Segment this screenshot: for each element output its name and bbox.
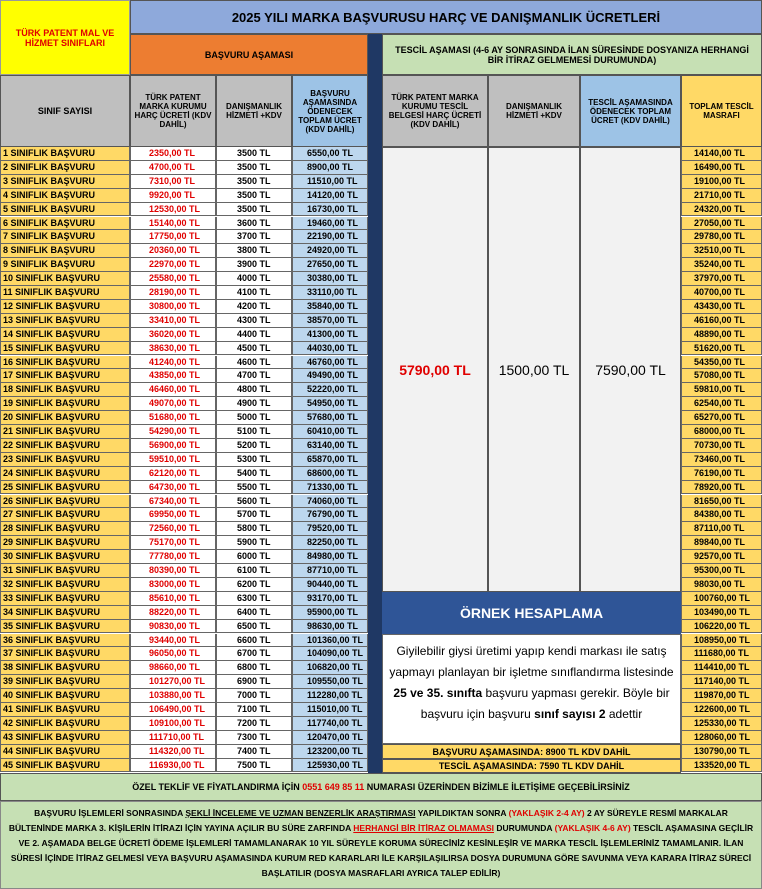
total-reg-cost-cell: 106220,00 TL <box>681 620 762 634</box>
class-count-cell: 44 SINIFLIK BAŞVURU <box>0 745 130 759</box>
app-total-cell: 63140,00 TL <box>292 439 368 453</box>
class-count-cell: 1 SINIFLIK BAŞVURU <box>0 147 130 161</box>
class-count-cell: 39 SINIFLIK BAŞVURU <box>0 675 130 689</box>
tp-fee-cell: 109100,00 TL <box>130 717 216 731</box>
col-reg-fee: TÜRK PATENT MARKA KURUMU TESCİL BELGESİ HARÇ ÜCRETİ (KDV DAHİL) <box>382 75 488 147</box>
tp-fee-cell: 46460,00 TL <box>130 383 216 397</box>
table-row <box>0 356 368 370</box>
table-row <box>0 286 368 300</box>
total-reg-cost-cell: 24320,00 TL <box>681 203 762 217</box>
table-row <box>0 634 368 648</box>
stage-divider <box>368 34 382 773</box>
total-reg-cost-cell: 62540,00 TL <box>681 397 762 411</box>
phone-number[interactable]: 0551 649 85 11 <box>302 782 365 792</box>
table-row <box>0 425 368 439</box>
table-row <box>0 703 368 717</box>
consulting-cell: 3500 TL <box>216 189 292 203</box>
reg-consulting-value: 1500,00 TL <box>488 147 580 592</box>
app-total-cell: 98630,00 TL <box>292 620 368 634</box>
registration-stage-header: TESCİL AŞAMASI (4-6 AY SONRASINDA İLAN SÜRESİNDE DOSYANIZA HERHANGİ BİR İTİRAZ GELMEMESİ DURUMUNDA) <box>382 34 762 75</box>
app-total-cell: 71330,00 TL <box>292 481 368 495</box>
class-count-cell: 42 SINIFLIK BAŞVURU <box>0 717 130 731</box>
class-count-cell: 28 SINIFLIK BAŞVURU <box>0 522 130 536</box>
tp-fee-cell: 20360,00 TL <box>130 244 216 258</box>
tp-fee-cell: 9920,00 TL <box>130 189 216 203</box>
consulting-cell: 3900 TL <box>216 258 292 272</box>
total-reg-cost-cell: 27050,00 TL <box>681 217 762 231</box>
app-total-cell: 109550,00 TL <box>292 675 368 689</box>
table-row <box>0 508 368 522</box>
app-total-cell: 57680,00 TL <box>292 411 368 425</box>
total-reg-cost-cell: 46160,00 TL <box>681 314 762 328</box>
app-total-cell: 106820,00 TL <box>292 661 368 675</box>
consulting-cell: 3500 TL <box>216 147 292 161</box>
special-offer-bar: ÖZEL TEKLİF VE FİYATLANDIRMA İÇİN 0551 649 85 11 NUMARASI ÜZERİNDEN BİZİMLE İLETİŞİME GEÇEBİLİRSİNİZ <box>0 773 762 801</box>
table-row <box>0 606 368 620</box>
reg-fee-value: 5790,00 TL <box>382 147 488 592</box>
app-total-cell: 54950,00 TL <box>292 397 368 411</box>
col-reg-consulting: DANIŞMANLIK HİZMETİ +KDV <box>488 75 580 147</box>
app-total-cell: 125930,00 TL <box>292 759 368 773</box>
consulting-cell: 3800 TL <box>216 244 292 258</box>
app-total-cell: 90440,00 TL <box>292 578 368 592</box>
app-total-cell: 14120,00 TL <box>292 189 368 203</box>
consulting-cell: 6200 TL <box>216 578 292 592</box>
tp-fee-cell: 49070,00 TL <box>130 397 216 411</box>
total-reg-cost-cell: 128060,00 TL <box>681 731 762 745</box>
consulting-cell: 4000 TL <box>216 272 292 286</box>
consulting-cell: 4600 TL <box>216 356 292 370</box>
app-total-cell: 30380,00 TL <box>292 272 368 286</box>
consulting-cell: 7500 TL <box>216 759 292 773</box>
total-reg-cost-cell: 29780,00 TL <box>681 230 762 244</box>
example-text: Giyilebilir giysi üretimi yapıp kendi markası ile satış yapmayı planlayan bir işletme sınıflandırma listesinde 25 ve 35. sınıfta başvuru yapması gerekir. Böyle bir başvuru için başvuru sınıf sayısı 2 adettir <box>382 634 681 744</box>
tp-fee-cell: 93440,00 TL <box>130 634 216 648</box>
table-row <box>0 258 368 272</box>
total-reg-cost-cell: 117140,00 TL <box>681 675 762 689</box>
col-tp-fee: TÜRK PATENT MARKA KURUMU HARÇ ÜCRETİ (KDV DAHİL) <box>130 75 216 147</box>
class-count-cell: 35 SINIFLIK BAŞVURU <box>0 620 130 634</box>
tp-fee-cell: 22970,00 TL <box>130 258 216 272</box>
class-count-cell: 21 SINIFLIK BAŞVURU <box>0 425 130 439</box>
tp-fee-cell: 90830,00 TL <box>130 620 216 634</box>
consulting-cell: 5400 TL <box>216 467 292 481</box>
app-total-cell: 95900,00 TL <box>292 606 368 620</box>
total-reg-cost-cell: 54350,00 TL <box>681 356 762 370</box>
class-count-cell: 37 SINIFLIK BAŞVURU <box>0 647 130 661</box>
total-reg-cost-cell: 70730,00 TL <box>681 439 762 453</box>
class-count-cell: 41 SINIFLIK BAŞVURU <box>0 703 130 717</box>
total-reg-cost-cell: 100760,00 TL <box>681 592 762 606</box>
consulting-cell: 5900 TL <box>216 536 292 550</box>
tp-fee-cell: 56900,00 TL <box>130 439 216 453</box>
consulting-cell: 7400 TL <box>216 745 292 759</box>
app-total-cell: 49490,00 TL <box>292 369 368 383</box>
consulting-cell: 4800 TL <box>216 383 292 397</box>
app-total-cell: 11510,00 TL <box>292 175 368 189</box>
table-row <box>0 161 368 175</box>
total-reg-cost-cell: 35240,00 TL <box>681 258 762 272</box>
tp-fee-cell: 111710,00 TL <box>130 731 216 745</box>
tp-fee-cell: 114320,00 TL <box>130 745 216 759</box>
application-stage-header: BAŞVURU AŞAMASI <box>130 34 368 75</box>
col-app-total: BAŞVURU AŞAMASINDA ÖDENECEK TOPLAM ÜCRET (KDV DAHİL) <box>292 75 368 147</box>
app-total-cell: 6550,00 TL <box>292 147 368 161</box>
application-fee-table <box>0 147 368 773</box>
consulting-cell: 3500 TL <box>216 175 292 189</box>
total-reg-cost-cell: 73460,00 TL <box>681 453 762 467</box>
tp-fee-cell: 72560,00 TL <box>130 522 216 536</box>
table-row <box>0 189 368 203</box>
app-total-cell: 104090,00 TL <box>292 647 368 661</box>
class-count-cell: 10 SINIFLIK BAŞVURU <box>0 272 130 286</box>
table-row <box>0 522 368 536</box>
total-reg-cost-cell: 21710,00 TL <box>681 189 762 203</box>
app-total-cell: 101360,00 TL <box>292 634 368 648</box>
class-count-cell: 18 SINIFLIK BAŞVURU <box>0 383 130 397</box>
app-total-cell: 84980,00 TL <box>292 550 368 564</box>
total-reg-cost-cell: 51620,00 TL <box>681 342 762 356</box>
consulting-cell: 6900 TL <box>216 675 292 689</box>
tp-fee-cell: 77780,00 TL <box>130 550 216 564</box>
table-row <box>0 397 368 411</box>
consulting-cell: 6300 TL <box>216 592 292 606</box>
consulting-cell: 4500 TL <box>216 342 292 356</box>
app-total-cell: 24920,00 TL <box>292 244 368 258</box>
consulting-cell: 5600 TL <box>216 495 292 509</box>
app-total-cell: 115010,00 TL <box>292 703 368 717</box>
consulting-cell: 5300 TL <box>216 453 292 467</box>
header-left-title: TÜRK PATENT MAL VE HİZMET SINIFLARI <box>0 0 130 75</box>
consulting-cell: 4400 TL <box>216 328 292 342</box>
total-reg-cost-cell: 111680,00 TL <box>681 647 762 661</box>
class-count-cell: 31 SINIFLIK BAŞVURU <box>0 564 130 578</box>
class-count-cell: 16 SINIFLIK BAŞVURU <box>0 356 130 370</box>
table-row <box>0 550 368 564</box>
table-row <box>0 717 368 731</box>
class-count-cell: 11 SINIFLIK BAŞVURU <box>0 286 130 300</box>
tp-fee-cell: 106490,00 TL <box>130 703 216 717</box>
consulting-cell: 5100 TL <box>216 425 292 439</box>
total-reg-cost-cell: 119870,00 TL <box>681 689 762 703</box>
table-row <box>0 453 368 467</box>
table-row <box>0 230 368 244</box>
footer-notes: BAŞVURU İŞLEMLERİ SONRASINDA ŞEKLİ İNCELEME VE UZMAN BENZERLİK ARAŞTIRMASI YAPILDIKTAN SONRA (YAKLAŞIK 2-4 AY) 2 AY SÜREYLE RESMİ MARKALAR BÜLTENİNDE MARKA 3. KİŞİLERİN İTİRAZI İÇİN YAYINA AÇILIR BU SÜRE ZARFINDA HERHANGİ BİR İTİRAZ OLMAMASI DURUMUNDA (YAKLAŞIK 4-6 AY) TESCİL AŞAMASINA GEÇİLİR VE 2. AŞAMADA BELGE ÜCRETİ ÖDEME İŞLEMLERİ TAMAMLANARAK 10 YIL SÜREYLE KORUMA SÜRECİNİZ KESİNLEŞİR VE MARKA TESCİL İŞLEMLERİNİZ TAMAMLANIR. İLAN SÜRESİ İÇİNDE İTİRAZ GELMESİ VEYA BAŞVURU AŞAMASINDA KURUM RED KARARLARI İLE KARŞILAŞILIRSA DOSYA DURUMUNA GÖRE SAVUNMA VEYA KARARA İTİRAZ SÜRECİ BAŞLATILIR (DOSYA MASRAFLARI AYRICA TALEP EDİLİR) <box>0 801 762 889</box>
app-total-cell: 120470,00 TL <box>292 731 368 745</box>
class-count-cell: 34 SINIFLIK BAŞVURU <box>0 606 130 620</box>
consulting-cell: 7300 TL <box>216 731 292 745</box>
tp-fee-cell: 67340,00 TL <box>130 495 216 509</box>
page-title: 2025 YILI MARKA BAŞVURUSU HARÇ VE DANIŞMANLIK ÜCRETLERİ <box>130 0 762 34</box>
app-total-cell: 35840,00 TL <box>292 300 368 314</box>
consulting-cell: 7100 TL <box>216 703 292 717</box>
app-total-cell: 65870,00 TL <box>292 453 368 467</box>
tp-fee-cell: 36020,00 TL <box>130 328 216 342</box>
class-count-cell: 8 SINIFLIK BAŞVURU <box>0 244 130 258</box>
total-reg-cost-cell: 57080,00 TL <box>681 369 762 383</box>
class-count-cell: 3 SINIFLIK BAŞVURU <box>0 175 130 189</box>
tp-fee-cell: 64730,00 TL <box>130 481 216 495</box>
consulting-cell: 6400 TL <box>216 606 292 620</box>
app-total-cell: 68600,00 TL <box>292 467 368 481</box>
tp-fee-cell: 101270,00 TL <box>130 675 216 689</box>
tp-fee-cell: 38630,00 TL <box>130 342 216 356</box>
total-reg-cost-cell: 68000,00 TL <box>681 425 762 439</box>
class-count-cell: 26 SINIFLIK BAŞVURU <box>0 495 130 509</box>
consulting-cell: 6500 TL <box>216 620 292 634</box>
tp-fee-cell: 15140,00 TL <box>130 217 216 231</box>
total-reg-cost-cell: 59810,00 TL <box>681 383 762 397</box>
class-count-cell: 38 SINIFLIK BAŞVURU <box>0 661 130 675</box>
class-count-cell: 40 SINIFLIK BAŞVURU <box>0 689 130 703</box>
table-row <box>0 620 368 634</box>
app-total-cell: 87710,00 TL <box>292 564 368 578</box>
tp-fee-cell: 85610,00 TL <box>130 592 216 606</box>
total-reg-cost-cell: 122600,00 TL <box>681 703 762 717</box>
tp-fee-cell: 98660,00 TL <box>130 661 216 675</box>
consulting-cell: 6800 TL <box>216 661 292 675</box>
table-row <box>0 661 368 675</box>
tp-fee-cell: 75170,00 TL <box>130 536 216 550</box>
app-total-cell: 52220,00 TL <box>292 383 368 397</box>
app-total-cell: 82250,00 TL <box>292 536 368 550</box>
consulting-cell: 4100 TL <box>216 286 292 300</box>
app-total-cell: 41300,00 TL <box>292 328 368 342</box>
total-reg-cost-cell: 81650,00 TL <box>681 495 762 509</box>
class-count-cell: 24 SINIFLIK BAŞVURU <box>0 467 130 481</box>
col-reg-total: TESCİL AŞAMASINDA ÖDENECEK TOPLAM ÜCRET (KDV DAHİL) <box>580 75 681 147</box>
total-reg-cost-cell: 65270,00 TL <box>681 411 762 425</box>
total-reg-cost-cell: 78920,00 TL <box>681 481 762 495</box>
class-count-cell: 5 SINIFLIK BAŞVURU <box>0 203 130 217</box>
total-reg-cost-cell: 43430,00 TL <box>681 300 762 314</box>
example-application-line: BAŞVURU AŞAMASINDA: 8900 TL KDV DAHİL <box>382 744 681 759</box>
tp-fee-cell: 4700,00 TL <box>130 161 216 175</box>
col-consulting: DANIŞMANLIK HİZMETİ +KDV <box>216 75 292 147</box>
app-total-cell: 112280,00 TL <box>292 689 368 703</box>
app-total-cell: 79520,00 TL <box>292 522 368 536</box>
table-row <box>0 203 368 217</box>
class-count-cell: 4 SINIFLIK BAŞVURU <box>0 189 130 203</box>
table-row <box>0 467 368 481</box>
total-reg-cost-cell: 114410,00 TL <box>681 661 762 675</box>
total-reg-cost-cell: 84380,00 TL <box>681 508 762 522</box>
table-row <box>0 689 368 703</box>
class-count-cell: 6 SINIFLIK BAŞVURU <box>0 217 130 231</box>
class-count-cell: 32 SINIFLIK BAŞVURU <box>0 578 130 592</box>
tp-fee-cell: 51680,00 TL <box>130 411 216 425</box>
total-reg-cost-cell: 32510,00 TL <box>681 244 762 258</box>
tp-fee-cell: 25580,00 TL <box>130 272 216 286</box>
tp-fee-cell: 54290,00 TL <box>130 425 216 439</box>
table-row <box>0 300 368 314</box>
table-row <box>0 175 368 189</box>
tp-fee-cell: 88220,00 TL <box>130 606 216 620</box>
table-row <box>0 244 368 258</box>
table-row <box>0 647 368 661</box>
class-count-cell: 25 SINIFLIK BAŞVURU <box>0 481 130 495</box>
total-reg-cost-cell: 133520,00 TL <box>681 759 762 773</box>
tp-fee-cell: 103880,00 TL <box>130 689 216 703</box>
class-count-cell: 33 SINIFLIK BAŞVURU <box>0 592 130 606</box>
table-row <box>0 675 368 689</box>
app-total-cell: 19460,00 TL <box>292 217 368 231</box>
table-row <box>0 314 368 328</box>
consulting-cell: 4900 TL <box>216 397 292 411</box>
app-total-cell: 16730,00 TL <box>292 203 368 217</box>
total-reg-cost-cell: 103490,00 TL <box>681 606 762 620</box>
app-total-cell: 38570,00 TL <box>292 314 368 328</box>
consulting-cell: 7000 TL <box>216 689 292 703</box>
app-total-cell: 27650,00 TL <box>292 258 368 272</box>
class-count-cell: 43 SINIFLIK BAŞVURU <box>0 731 130 745</box>
table-row <box>0 745 368 759</box>
class-count-cell: 36 SINIFLIK BAŞVURU <box>0 634 130 648</box>
class-count-cell: 13 SINIFLIK BAŞVURU <box>0 314 130 328</box>
table-row <box>0 759 368 773</box>
total-reg-cost-cell: 40700,00 TL <box>681 286 762 300</box>
total-reg-cost-cell: 108950,00 TL <box>681 634 762 648</box>
tp-fee-cell: 62120,00 TL <box>130 467 216 481</box>
class-count-cell: 27 SINIFLIK BAŞVURU <box>0 508 130 522</box>
consulting-cell: 6000 TL <box>216 550 292 564</box>
app-total-cell: 76790,00 TL <box>292 508 368 522</box>
total-reg-cost-cell: 98030,00 TL <box>681 578 762 592</box>
class-count-cell: 23 SINIFLIK BAŞVURU <box>0 453 130 467</box>
consulting-cell: 7200 TL <box>216 717 292 731</box>
class-count-cell: 7 SINIFLIK BAŞVURU <box>0 230 130 244</box>
app-total-cell: 8900,00 TL <box>292 161 368 175</box>
tp-fee-cell: 59510,00 TL <box>130 453 216 467</box>
consulting-cell: 5800 TL <box>216 522 292 536</box>
total-reg-cost-cell: 14140,00 TL <box>681 147 762 161</box>
class-count-cell: 19 SINIFLIK BAŞVURU <box>0 397 130 411</box>
consulting-cell: 3600 TL <box>216 217 292 231</box>
table-row <box>0 578 368 592</box>
tp-fee-cell: 30800,00 TL <box>130 300 216 314</box>
tp-fee-cell: 83000,00 TL <box>130 578 216 592</box>
class-count-cell: 2 SINIFLIK BAŞVURU <box>0 161 130 175</box>
consulting-cell: 3500 TL <box>216 161 292 175</box>
app-total-cell: 93170,00 TL <box>292 592 368 606</box>
table-row <box>0 383 368 397</box>
total-registration-column <box>681 147 762 773</box>
total-reg-cost-cell: 87110,00 TL <box>681 522 762 536</box>
tp-fee-cell: 41240,00 TL <box>130 356 216 370</box>
tp-fee-cell: 69950,00 TL <box>130 508 216 522</box>
class-count-cell: 20 SINIFLIK BAŞVURU <box>0 411 130 425</box>
table-row <box>0 536 368 550</box>
tp-fee-cell: 80390,00 TL <box>130 564 216 578</box>
consulting-cell: 5000 TL <box>216 411 292 425</box>
consulting-cell: 3700 TL <box>216 230 292 244</box>
consulting-cell: 6100 TL <box>216 564 292 578</box>
table-row <box>0 217 368 231</box>
class-count-cell: 22 SINIFLIK BAŞVURU <box>0 439 130 453</box>
class-count-cell: 17 SINIFLIK BAŞVURU <box>0 369 130 383</box>
total-reg-cost-cell: 125330,00 TL <box>681 717 762 731</box>
col-class-count: SINIF SAYISI <box>0 75 130 147</box>
app-total-cell: 44030,00 TL <box>292 342 368 356</box>
tp-fee-cell: 7310,00 TL <box>130 175 216 189</box>
table-row <box>0 147 368 161</box>
total-reg-cost-cell: 37970,00 TL <box>681 272 762 286</box>
table-row <box>0 564 368 578</box>
consulting-cell: 6600 TL <box>216 634 292 648</box>
table-row <box>0 439 368 453</box>
class-count-cell: 14 SINIFLIK BAŞVURU <box>0 328 130 342</box>
total-reg-cost-cell: 89840,00 TL <box>681 536 762 550</box>
total-reg-cost-cell: 92570,00 TL <box>681 550 762 564</box>
tp-fee-cell: 96050,00 TL <box>130 647 216 661</box>
app-total-cell: 123200,00 TL <box>292 745 368 759</box>
class-count-cell: 29 SINIFLIK BAŞVURU <box>0 536 130 550</box>
app-total-cell: 22190,00 TL <box>292 230 368 244</box>
consulting-cell: 4700 TL <box>216 369 292 383</box>
total-reg-cost-cell: 16490,00 TL <box>681 161 762 175</box>
total-reg-cost-cell: 76190,00 TL <box>681 467 762 481</box>
example-registration-line: TESCİL AŞAMASINDA: 7590 TL KDV DAHİL <box>382 759 681 773</box>
class-count-cell: 12 SINIFLIK BAŞVURU <box>0 300 130 314</box>
tp-fee-cell: 33410,00 TL <box>130 314 216 328</box>
tp-fee-cell: 116930,00 TL <box>130 759 216 773</box>
table-row <box>0 328 368 342</box>
col-total-reg-cost: TOPLAM TESCİL MASRAFI <box>681 75 762 147</box>
tp-fee-cell: 43850,00 TL <box>130 369 216 383</box>
consulting-cell: 5500 TL <box>216 481 292 495</box>
app-total-cell: 117740,00 TL <box>292 717 368 731</box>
consulting-cell: 4300 TL <box>216 314 292 328</box>
table-row <box>0 495 368 509</box>
example-title: ÖRNEK HESAPLAMA <box>382 592 681 634</box>
tp-fee-cell: 2350,00 TL <box>130 147 216 161</box>
total-reg-cost-cell: 130790,00 TL <box>681 745 762 759</box>
table-row <box>0 369 368 383</box>
app-total-cell: 33110,00 TL <box>292 286 368 300</box>
total-reg-cost-cell: 19100,00 TL <box>681 175 762 189</box>
app-total-cell: 60410,00 TL <box>292 425 368 439</box>
table-row <box>0 592 368 606</box>
class-count-cell: 45 SINIFLIK BAŞVURU <box>0 759 130 773</box>
table-row <box>0 342 368 356</box>
app-total-cell: 46760,00 TL <box>292 356 368 370</box>
consulting-cell: 3500 TL <box>216 203 292 217</box>
table-row <box>0 731 368 745</box>
tp-fee-cell: 12530,00 TL <box>130 203 216 217</box>
class-count-cell: 9 SINIFLIK BAŞVURU <box>0 258 130 272</box>
tp-fee-cell: 28190,00 TL <box>130 286 216 300</box>
consulting-cell: 4200 TL <box>216 300 292 314</box>
reg-total-value: 7590,00 TL <box>580 147 681 592</box>
table-row <box>0 272 368 286</box>
table-row <box>0 411 368 425</box>
total-reg-cost-cell: 95300,00 TL <box>681 564 762 578</box>
consulting-cell: 6700 TL <box>216 647 292 661</box>
class-count-cell: 15 SINIFLIK BAŞVURU <box>0 342 130 356</box>
tp-fee-cell: 17750,00 TL <box>130 230 216 244</box>
class-count-cell: 30 SINIFLIK BAŞVURU <box>0 550 130 564</box>
app-total-cell: 74060,00 TL <box>292 495 368 509</box>
consulting-cell: 5700 TL <box>216 508 292 522</box>
total-reg-cost-cell: 48890,00 TL <box>681 328 762 342</box>
table-row <box>0 481 368 495</box>
consulting-cell: 5200 TL <box>216 439 292 453</box>
